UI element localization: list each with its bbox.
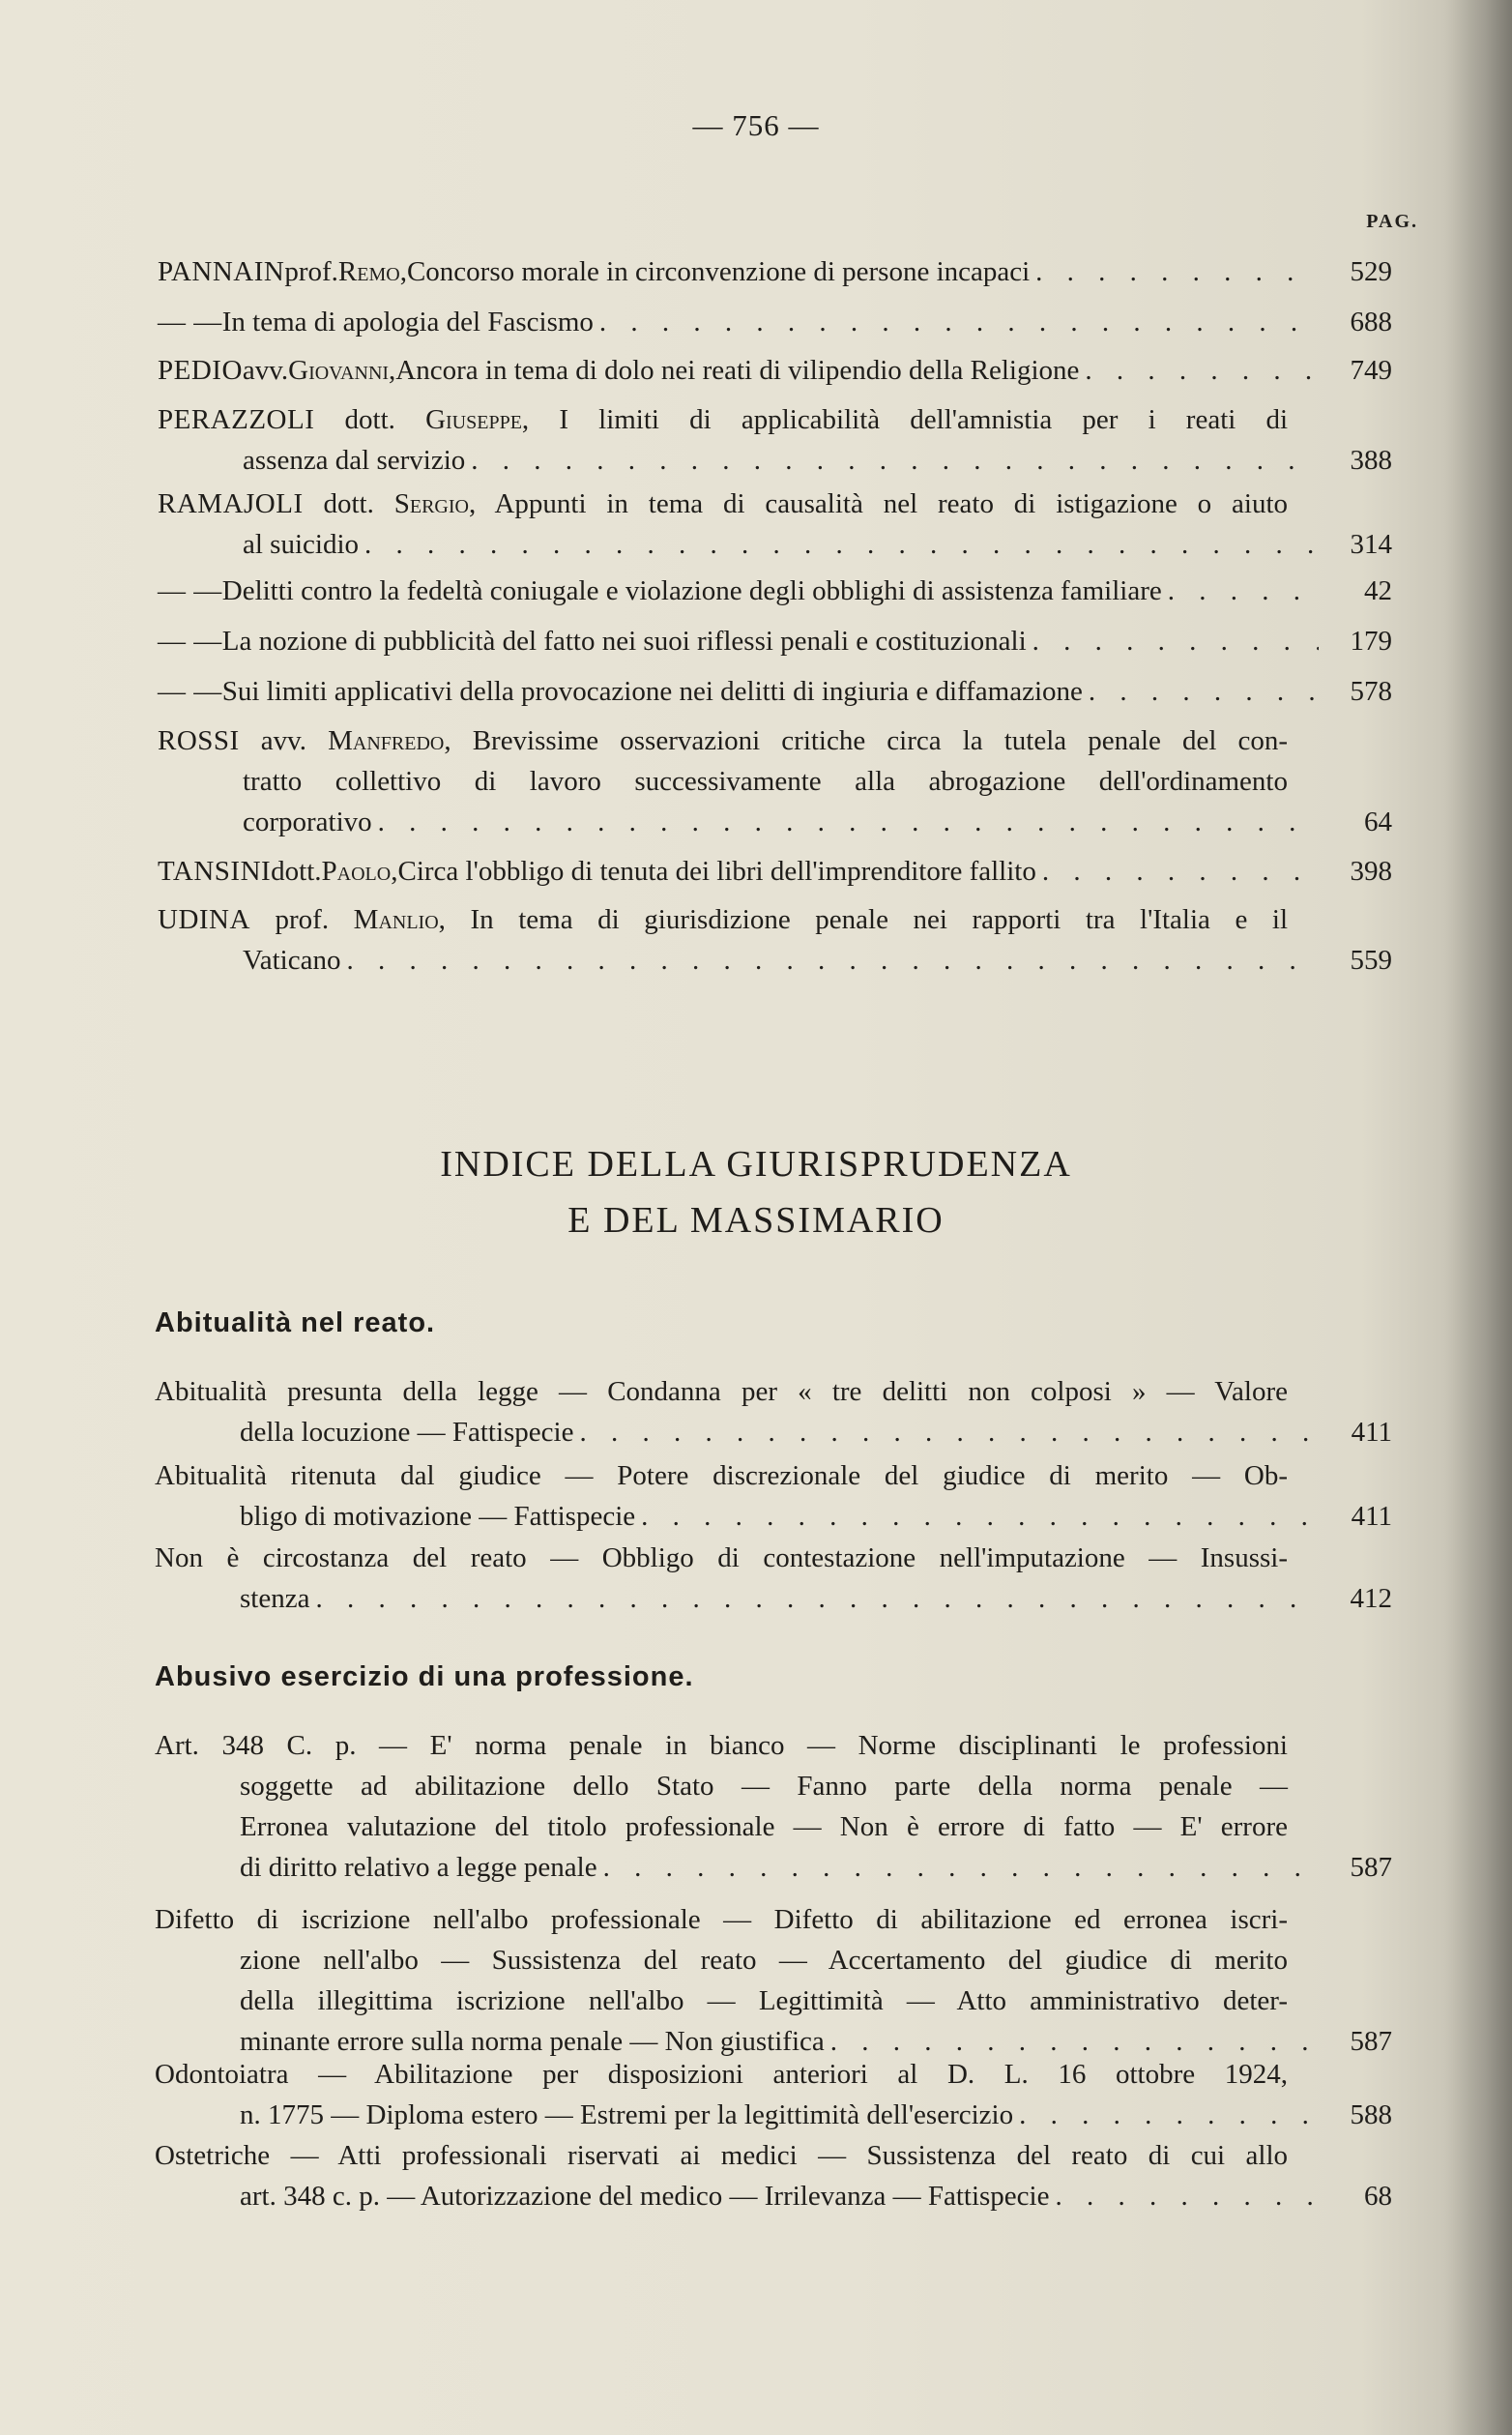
entry-text: Odontoiatra — Abilitazione per disposizioni anteriori al D. L. 16 ottobre 1924, bbox=[155, 2059, 1288, 2090]
entry-text: Art. 348 C. p. — E' norma penale in bianco — Norme disciplinanti le professioni bbox=[155, 1730, 1288, 1761]
entry-title-abbr: prof. bbox=[275, 904, 330, 935]
entry-text: Sui limiti applicativi della provocazione nei delitti di ingiuria e diffamazione bbox=[221, 676, 1083, 707]
entry-line bbox=[155, 1940, 1392, 1980]
entry-line bbox=[158, 940, 1392, 981]
entry-title-abbr: prof. bbox=[284, 256, 338, 287]
leader-dots bbox=[579, 1412, 1319, 1452]
entry-text: zione nell'albo — Sussistenza del reato — Accertamento del giudice di merito bbox=[240, 1945, 1288, 1976]
entry-author: TANSINI bbox=[158, 856, 272, 887]
toc-entry bbox=[158, 571, 1392, 611]
entry-page-number: 64 bbox=[1364, 807, 1392, 837]
index-entry bbox=[155, 2054, 1392, 2135]
entry-text: I limiti di applicabilità dell'amnistia per i reati di bbox=[559, 404, 1289, 435]
entry-line bbox=[155, 2095, 1392, 2135]
entry-line: UDINA prof. Manlio, In tema di giurisdizione penale nei rapporti tra l'Italia e il bbox=[158, 904, 1289, 935]
entry-text: al suicidio bbox=[243, 529, 360, 560]
entry-text: art. 348 c. p. — Autorizzazione del medico — Irrilevanza — Fattispecie bbox=[240, 2181, 1050, 2212]
entry-page-number: 412 bbox=[1350, 1583, 1392, 1614]
leader-dots bbox=[1042, 851, 1319, 892]
entry-first-name: Sergio bbox=[393, 488, 469, 519]
index-heading-line-1: INDICE DELLA GIURISPRUDENZA bbox=[440, 1144, 1072, 1185]
entry-page-number: 179 bbox=[1350, 626, 1392, 657]
entry-line bbox=[155, 1806, 1392, 1847]
entry-page-number: 68 bbox=[1364, 2181, 1392, 2212]
entry-page-number: 529 bbox=[1350, 256, 1392, 287]
entry-author: — — bbox=[158, 307, 222, 337]
entry-line: RAMAJOLI dott. Sergio, Appunti in tema di causalità nel reato di istigazione o aiuto bbox=[158, 488, 1289, 519]
entry-line bbox=[155, 1412, 1392, 1452]
entry-line bbox=[155, 1725, 1392, 1766]
entry-text: bligo di motivazione — Fattispecie bbox=[240, 1501, 636, 1532]
entry-author: ROSSI bbox=[158, 725, 240, 756]
entry-text: tratto collettivo di lavoro successivamente alla abrogazione dell'ordinamento bbox=[243, 766, 1288, 797]
entry-text: stenza bbox=[240, 1583, 310, 1614]
entry-title-abbr: dott. bbox=[323, 488, 374, 519]
entry-author: — — bbox=[158, 575, 222, 606]
toc-entry bbox=[158, 720, 1392, 842]
entry-text: Concorso morale in circonvenzione di persone incapaci bbox=[406, 256, 1031, 287]
leader-dots bbox=[1089, 671, 1319, 712]
entry-text: minante errore sulla norma penale — Non giustifica bbox=[240, 2026, 825, 2057]
entry-author: RAMAJOLI bbox=[158, 488, 304, 519]
entry-text: Erronea valutazione del titolo professionale — Non è errore di fatto — E' errore bbox=[240, 1811, 1288, 1842]
entry-first-name: Remo bbox=[337, 256, 400, 287]
entry-author: — — bbox=[158, 626, 222, 657]
toc-entry bbox=[158, 302, 1392, 342]
page-number: — 756 — bbox=[692, 108, 820, 142]
toc-entry bbox=[158, 899, 1392, 981]
entry-text: La nozione di pubblicità del fatto nei suoi riflessi penali e costituzionali bbox=[221, 626, 1027, 657]
entry-line bbox=[155, 1538, 1392, 1578]
entry-text: soggette ad abilitazione dello Stato — Fanno parte della norma penale — bbox=[240, 1771, 1288, 1802]
entry-line bbox=[155, 1899, 1392, 1940]
pag-column-label: PAG. bbox=[1366, 211, 1418, 232]
leader-dots bbox=[471, 440, 1319, 481]
entry-page-number: 314 bbox=[1350, 529, 1392, 560]
leader-dots bbox=[1168, 571, 1319, 611]
toc-entry bbox=[158, 484, 1392, 565]
entry-author: PANNAIN bbox=[158, 256, 285, 287]
entry-page-number: 388 bbox=[1350, 445, 1392, 476]
entry-line bbox=[158, 671, 1392, 712]
toc-entry bbox=[158, 251, 1392, 292]
entry-text: In tema di giurisdizione penale nei rapporti tra l'Italia e il bbox=[470, 904, 1289, 935]
entry-line bbox=[155, 1455, 1392, 1496]
entry-page-number: 587 bbox=[1350, 1852, 1392, 1883]
toc-entry bbox=[158, 621, 1392, 661]
entry-text: corporativo bbox=[243, 807, 372, 837]
entry-page-number: 688 bbox=[1350, 307, 1392, 337]
entry-text: di diritto relativo a legge penale bbox=[240, 1852, 597, 1883]
entry-page-number: 587 bbox=[1350, 2026, 1392, 2057]
entry-text: Brevissime osservazioni critiche circa la tutela penale del con- bbox=[472, 725, 1288, 756]
entry-line bbox=[158, 571, 1392, 611]
entry-author: — — bbox=[158, 676, 222, 707]
entry-text: Difetto di iscrizione nell'albo professionale — Difetto di abilitazione ed erronea iscri- bbox=[155, 1904, 1288, 1935]
entry-first-name: Giovanni bbox=[288, 355, 390, 386]
entry-line: TANSINI dott. Paolo , Circa l'obbligo di tenuta dei libri dell'imprenditore fallito . . . 398 bbox=[158, 851, 1392, 892]
leader-dots bbox=[599, 302, 1319, 342]
leader-dots bbox=[315, 1578, 1319, 1619]
leader-dots bbox=[346, 940, 1319, 981]
entry-line bbox=[155, 2054, 1392, 2095]
entry-page-number: 588 bbox=[1350, 2099, 1392, 2130]
index-entry bbox=[155, 1899, 1392, 2062]
toc-entry bbox=[158, 399, 1392, 481]
entry-author: PERAZZOLI bbox=[158, 404, 315, 435]
entry-text: Circa l'obbligo di tenuta dei libri dell'imprenditore fallito bbox=[397, 856, 1036, 887]
entry-first-name: Manlio bbox=[353, 904, 439, 935]
leader-dots bbox=[1085, 350, 1319, 391]
entry-page-number: 411 bbox=[1351, 1417, 1392, 1448]
entry-text: Abitualità presunta della legge — Condanna per « tre delitti non colposi » — Valore bbox=[155, 1376, 1288, 1407]
entry-page-number: 578 bbox=[1350, 676, 1392, 707]
entry-line bbox=[155, 1578, 1392, 1619]
entry-page-number: 749 bbox=[1350, 355, 1392, 386]
entry-line bbox=[158, 761, 1392, 802]
section-heading: Abusivo esercizio di una professione. bbox=[155, 1661, 694, 1692]
index-entry bbox=[155, 1725, 1392, 1888]
entry-text: n. 1775 — Diploma estero — Estremi per la legittimità dell'esercizio bbox=[240, 2099, 1014, 2130]
leader-dots bbox=[1019, 2095, 1319, 2135]
entry-page-number: 559 bbox=[1350, 945, 1392, 976]
entry-line bbox=[158, 302, 1392, 342]
index-entry bbox=[155, 1538, 1392, 1619]
leader-dots bbox=[1055, 2176, 1319, 2216]
section-heading: Abitualità nel reato. bbox=[155, 1307, 436, 1338]
entry-text: Non è circostanza del reato — Obbligo di contestazione nell'imputazione — Insussi- bbox=[155, 1542, 1288, 1573]
entry-page-number: 398 bbox=[1350, 856, 1392, 887]
entry-line: PEDIO avv. Giovanni , Ancora in tema di dolo nei reati di vilipendio della Religione . . . 749 bbox=[158, 350, 1392, 391]
entry-title-abbr: avv. bbox=[260, 725, 307, 756]
index-entry bbox=[155, 1371, 1392, 1452]
entry-text: Delitti contro la fedeltà coniugale e violazione degli obblighi di assistenza familiare bbox=[221, 575, 1162, 606]
entry-line bbox=[155, 2176, 1392, 2216]
entry-first-name: Manfredo bbox=[328, 725, 445, 756]
entry-first-name: Giuseppe bbox=[425, 404, 522, 435]
entry-text: Appunti in tema di causalità nel reato di istigazione o aiuto bbox=[494, 488, 1289, 519]
entry-text: Ancora in tema di dolo nei reati di vilipendio della Religione bbox=[395, 355, 1080, 386]
entry-line bbox=[155, 1496, 1392, 1537]
entry-line: PERAZZOLI dott. Giuseppe, I limiti di applicabilità dell'amnistia per i reati di bbox=[158, 404, 1289, 435]
entry-title-abbr: dott. bbox=[344, 404, 395, 435]
entry-text: assenza dal servizio bbox=[243, 445, 466, 476]
entry-text: della illegittima iscrizione nell'albo — Legittimità — Atto amministrativo deter- bbox=[240, 1985, 1288, 2016]
index-heading-line-2: E DEL MASSIMARIO bbox=[567, 1200, 945, 1241]
entry-author: PEDIO bbox=[158, 355, 243, 386]
toc-entry bbox=[158, 350, 1392, 391]
entry-text: della locuzione — Fattispecie bbox=[240, 1417, 574, 1448]
entry-line bbox=[155, 1847, 1392, 1888]
toc-entry bbox=[158, 851, 1392, 892]
entry-title-abbr: avv. bbox=[242, 355, 289, 386]
entry-text: Ostetriche — Atti professionali riservati ai medici — Sussistenza del reato di cui allo bbox=[155, 2140, 1288, 2171]
leader-dots bbox=[1032, 621, 1319, 661]
index-entry bbox=[155, 1455, 1392, 1537]
entry-line bbox=[155, 1980, 1392, 2021]
entry-line bbox=[158, 802, 1392, 842]
leader-dots bbox=[378, 802, 1319, 842]
entry-line bbox=[155, 1371, 1392, 1412]
entry-page-number: 411 bbox=[1351, 1501, 1392, 1532]
entry-author: UDINA bbox=[158, 904, 250, 935]
entry-line: ROSSI avv. Manfredo, Brevissime osservazioni critiche circa la tutela penale del con- bbox=[158, 725, 1288, 756]
entry-line bbox=[155, 1766, 1392, 1806]
toc-entry bbox=[158, 671, 1392, 712]
entry-title-abbr: dott. bbox=[271, 856, 322, 887]
entry-line bbox=[158, 524, 1392, 565]
entry-line: PANNAIN prof. Remo , Concorso morale in circonvenzione di persone incapaci . . . 529 bbox=[158, 251, 1392, 292]
leader-dots bbox=[1035, 251, 1319, 292]
entry-line bbox=[158, 621, 1392, 661]
leader-dots bbox=[641, 1496, 1319, 1537]
entry-text: In tema di apologia del Fascismo bbox=[221, 307, 594, 337]
entry-line bbox=[155, 2135, 1392, 2176]
leader-dots bbox=[364, 524, 1319, 565]
entry-page-number: 42 bbox=[1364, 575, 1392, 606]
entry-text: Abitualità ritenuta dal giudice — Potere discrezionale del giudice di merito — Ob- bbox=[155, 1460, 1288, 1491]
leader-dots bbox=[603, 1847, 1319, 1888]
index-entry bbox=[155, 2135, 1392, 2216]
entry-line bbox=[158, 440, 1392, 481]
entry-first-name: Paolo bbox=[321, 856, 392, 887]
entry-text: Vaticano bbox=[243, 945, 341, 976]
